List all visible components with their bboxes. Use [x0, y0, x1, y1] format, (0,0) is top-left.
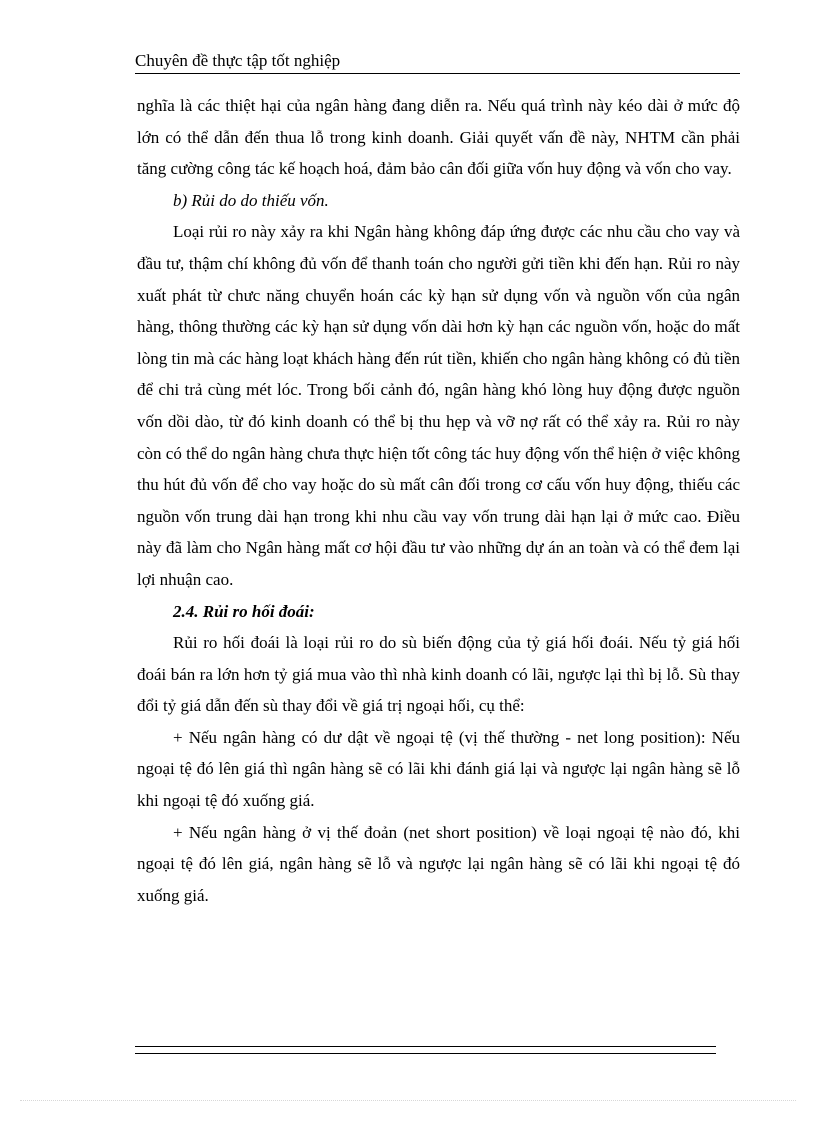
page-header-title: Chuyên đề thực tập tốt nghiệp	[135, 51, 341, 70]
section-heading-2-4: 2.4. Rủi ro hối đoái:	[173, 601, 315, 621]
paragraph-net-long-position: + Nếu ngân hàng có dư dật về ngoại tệ (vị thế thường - net long position): Nếu ngoại tệ đó lên giá thì ngân hàng sẽ có lãi khi đánh giá lại và ngược lại ngân hàng sẽ lỗ khi ngoại tệ đó xuống giá.	[137, 727, 740, 811]
header-divider	[135, 73, 740, 74]
paragraph-capital-shortage-risk: Loại rủi ro này xảy ra khi Ngân hàng không đáp ứng được các nhu cầu cho vay và đầu tư, thậm chí không đủ vốn để thanh toán cho người gửi tiền khi đến hạn. Rủi ro này xuất phát từ chưc năng chuyển hoán các kỳ hạn sử dụng vốn và nguồn vốn của ngân hàng, thông thường các kỳ hạn sử dụng vốn dài hơn kỳ hạn các nguồn vốn, hoặc do mất lòng tin mà các hàng loạt khách hàng đến rút tiền, khiến cho ngân hàng không có đủ tiền để chi trả cùng mét lóc. Trong bối cảnh đó, ngân hàng khó lòng huy động được nguồn vốn dồi dào, từ đó kinh doanh có thể bị thu hẹp và vỡ nợ rất có thể xảy ra. Rủi ro này còn có thể do ngân hàng chưa thực hiện tốt công tác huy động vốn thể hiện ở việc không thu hút đủ vốn để cho vay hoặc do sù mất cân đối trong cơ cấu vốn huy động, thiếu các nguồn vốn trung dài hạn trong khi nhu cầu vay vốn trung dài hạn lại ở mức cao. Điều này đã làm cho Ngân hàng mất cơ hội đầu tư vào những dự án an toàn và có thể đem lại lợi nhuận cao.	[137, 222, 740, 589]
subheading-b: b) Rủi do do thiếu vốn.	[173, 190, 329, 210]
paragraph-net-short-position: + Nếu ngân hàng ở vị thế đoản (net short position) về loại ngoại tệ nào đó, khi ngoại tệ đó lên giá, ngân hàng sẽ lỗ và ngược lại ngân hàng sẽ có lãi khi ngoại tệ đó xuống giá.	[137, 822, 740, 905]
paragraph-continuation: nghĩa là các thiệt hại của ngân hàng đang diễn ra. Nếu quá trình này kéo dài ở mức độ lớn có thể dẫn đến thua lỗ trong kinh doanh. Giải quyết vấn đề này, NHTM cần phải tăng cường công tác kế hoạch hoá, đảm bảo cân đối giữa vốn huy động và vốn cho vay.	[137, 96, 740, 179]
page-body	[137, 90, 740, 911]
footer-double-rule	[135, 1046, 716, 1054]
page-bottom-edge	[20, 1100, 796, 1101]
paragraph-fx-risk-intro: Rủi ro hối đoái là loại rủi ro do sù biến động của tỷ giá hối đoái. Nếu tỷ giá hối đoái bán ra lớn hơn tỷ giá mua vào thì nhà kinh doanh có lãi, ngược lại thì bị lỗ. Sù thay đổi tỷ giá dẫn đến sù thay đổi về giá trị ngoại hối, cụ thể:	[137, 633, 740, 716]
